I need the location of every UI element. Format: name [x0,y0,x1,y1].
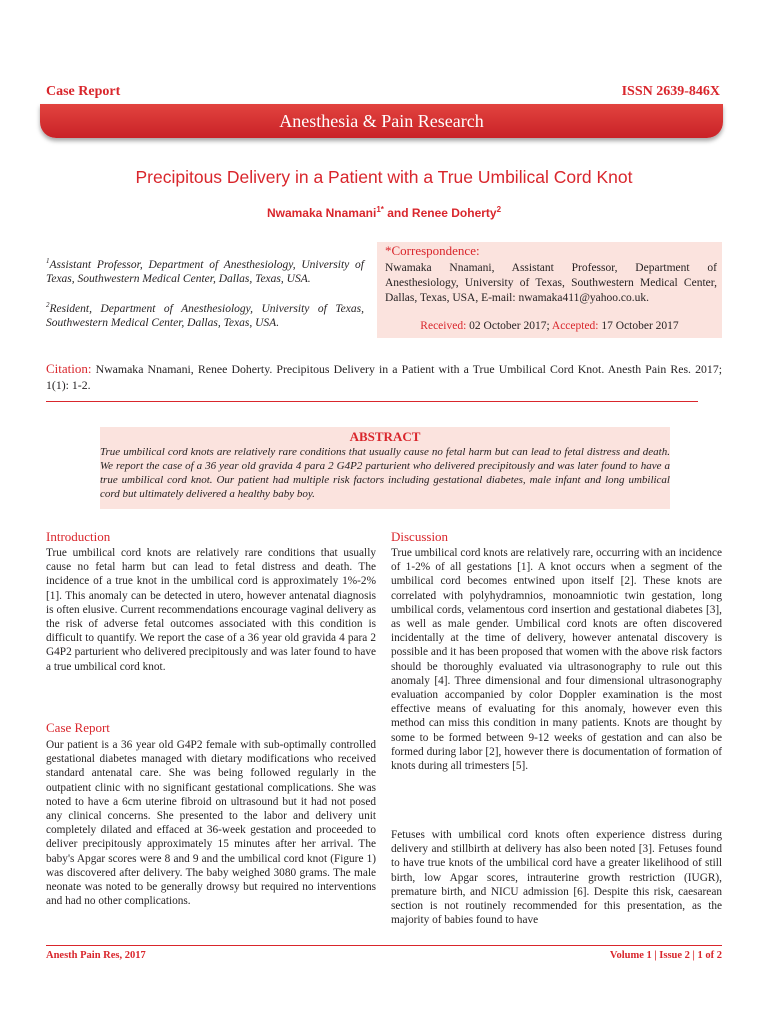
author-2-sup: 2 [496,205,502,214]
journal-banner: Anesthesia & Pain Research [40,104,723,138]
abstract-text: True umbilical cord knots are relatively rare conditions that usually cause no fetal harm but can lead to fetal distress and death. We report the case of a 36 year old gravida 4 para 2 G4P2 parturient who delivered precipitously and was later found to have a true umbilical cord knot. Our patient had multiple risk factors including gestational diabetes, male infant and long umbilical cord but ultimately delivered a healthy baby boy. [100,446,670,500]
accepted-label: Accepted: [551,320,599,332]
footer-divider [46,945,722,946]
footer-journal: Anesth Pain Res, 2017 [46,950,146,961]
received-label: Received: [420,320,467,332]
author-line [30,205,738,220]
author-1-sup: 1* [376,205,384,214]
article-type-label: Case Report [46,84,121,99]
author-1[interactable]: Nwamaka Nnamani [266,206,377,220]
accepted-date: 17 October 2017 [598,320,679,332]
introduction-heading: Introduction [46,529,111,544]
citation [46,361,722,393]
case-report-text: Our patient is a 36 year old G4P2 female with sub-optimally controlled gestational diabetes managed with dietary modifications who received standard antenatal care. She was being followed regularly in the outpatient clinic with no significant gestational complications. She was noted to have a 6cm uterine fibroid on ultrasound but it had not posed any clinical concerns. She presented to the labor and delivery unit completely dilated and effaced at 36-week gestation and proceeded to deliver precipitously approximately 15 minutes after her arrival. The baby's Apgar scores were 8 and 9 and the umbilical cord knot (Figure 1) was discovered after delivery. The baby weighed 3080 grams. The male neonate was noted to be generally drowsy but required no interventions and had no other complications. [46,739,376,908]
abstract-heading: ABSTRACT [349,429,421,444]
affiliation-1-text: Assistant Professor, Department of Anesthesiology, University of Texas, Southwestern Medical Center, Dallas, Texas, USA. [46,258,364,286]
affiliation-2-text: Resident, Department of Anesthesiology, University of Texas, Southwestern Medical Center, Dallas, Texas, USA. [46,302,364,330]
discussion-heading: Discussion [391,529,449,544]
affiliation-1-sup: 1 [46,257,50,265]
author-2[interactable]: Renee Doherty [411,206,497,220]
issn-label: ISSN 2639-846X [621,84,720,99]
case-report-heading: Case Report [46,720,110,735]
citation-label: Citation: [46,361,92,376]
received-date: 02 October 2017; [466,320,552,332]
affiliation-1 [46,254,364,287]
citation-text: Nwamaka Nnamani, Renee Doherty. Precipitous Delivery in a Patient with a True Umbilical Cord Knot. Anesth Pain Res. 2017; 1(1): 1-2. [46,362,722,392]
correspondence-text: Nwamaka Nnamani, Assistant Professor, Department of Anesthesiology, University of Texas, Southwestern Medical Center, Dallas, Texas, USA, E-mail: nwamaka411@yahoo.co.uk. [385,262,717,304]
correspondence-heading: *Correspondence: [385,243,480,258]
introduction-text: True umbilical cord knots are relatively rare conditions that usually cause no fetal harm but can lead to fetal distress and death. The incidence of a true knot in the umbilical cord is approximately 1%-2% [1]. This anomaly can be detected in utero, however antenatal diagnosis is often elusive. Current recommendations encourage vaginal delivery as the risk of adverse fetal outcomes associated with this condition is difficult to quantify. We report the case of a 36 year old gravida 4 para 2 G4P2 parturient who delivered precipitously and was later found to have a true umbilical cord knot. [46,547,376,673]
discussion-text-1: True umbilical cord knots are relatively rare, occurring with an incidence of 1-2% of all gestations [1]. A knot occurs when a segment of the umbilical cord becomes entwined upon itself [2]. These knots are correlated with polyhydramnios, monoamniotic twin gestation, long umbilical cords, velamentous cord insertion and gestational diabetes [3], as well as male gender. Umbilical cord knots are often discovered incidentally at the time of delivery, however antenatal discovery is possible and it has been proposed that women with the above risk factors should be thoroughly evaluated via ultrasonography to rule out this anomaly [4]. Three dimensional and four dimensional ultrasonography evaluation accompanied by color Doppler examination is the most effective means of evaluating for this anomaly, however even this method can miss this condition in many patients. Knots are thought by some to be formed between 9-12 weeks of gestation and can also be formed during labor [2], however there is documentation of formation of knots during all trimesters [5]. [391,547,722,773]
citation-divider [46,401,698,402]
article-title: Precipitous Delivery in a Patient with a True Umbilical Cord Knot [135,167,633,187]
author-join: and [383,206,412,220]
dates-line [377,320,722,332]
discussion-text-2: Fetuses with umbilical cord knots often experience distress during delivery and stillbirth at delivery has also been noted [3]. Fetuses found to have true knots of the umbilical cord have a greater likelihood of still birth, low Apgar scores, intrauterine growth restriction (IUGR), premature birth, and NICU admission [6]. Despite this risk, caesarean section is not routinely recommended for this presentation, as the majority of babies found to have [391,829,722,927]
affiliation-2 [46,298,364,331]
footer-page-info: Volume 1 | Issue 2 | 1 of 2 [609,950,722,961]
affiliation-2-sup: 2 [46,301,50,309]
